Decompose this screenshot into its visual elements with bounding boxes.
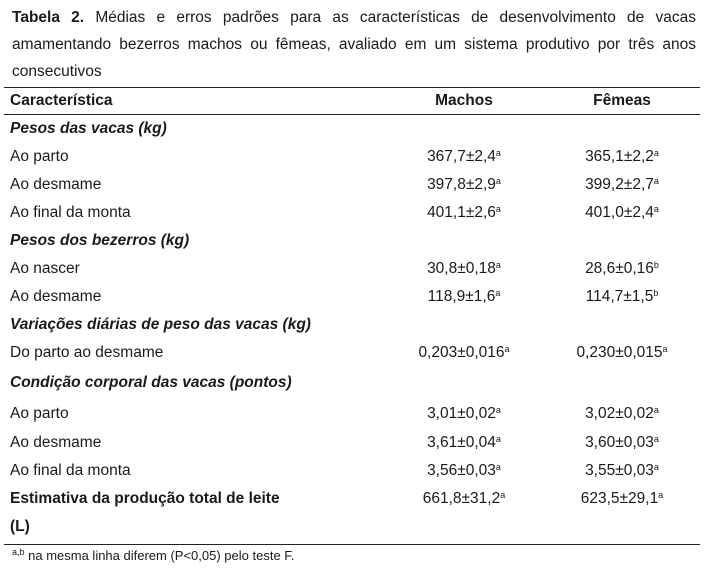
- row-label-unit-value: (L): [10, 518, 30, 535]
- row-label: [8, 143, 382, 171]
- femeas-cell: [544, 283, 698, 311]
- section-title-value: Pesos dos bezerros (kg): [10, 232, 190, 249]
- significance-superscript: a: [653, 204, 659, 214]
- section-row: [8, 367, 698, 398]
- femeas-cell-value: 623,5±29,1: [580, 490, 659, 507]
- femeas-cell-value: 28,6±0,16: [585, 260, 654, 277]
- empty-cell: [382, 513, 544, 541]
- femeas-cell: [544, 457, 698, 485]
- machos-cell: [382, 283, 544, 311]
- femeas-cell: [544, 171, 698, 199]
- machos-cell: [382, 398, 544, 429]
- table-row: [8, 283, 698, 311]
- row-label: [8, 255, 382, 283]
- table-row: [8, 255, 698, 283]
- femeas-cell-value: 3,02±0,02: [585, 404, 654, 422]
- row-label-value: Ao desmame: [10, 434, 102, 451]
- machos-cell: [382, 429, 544, 457]
- section-title: [8, 367, 698, 398]
- section-title: [8, 311, 698, 339]
- row-label: [8, 457, 382, 485]
- section-title-value: Variações diárias de peso das vacas (kg): [10, 316, 311, 333]
- significance-superscript: a: [495, 260, 501, 270]
- significance-superscript: a: [495, 434, 501, 444]
- significance-superscript: a: [658, 490, 664, 500]
- femeas-cell: [544, 339, 698, 367]
- machos-cell-value: 118,9±1,6: [427, 288, 496, 305]
- row-label: [8, 171, 382, 199]
- femeas-cell: [544, 255, 698, 283]
- bottom-rule: [4, 544, 700, 545]
- data-table: [8, 87, 698, 541]
- table-row: [8, 457, 698, 485]
- machos-cell: [382, 143, 544, 171]
- footnote-text: na mesma linha diferem (P<0,05) pelo teste F.: [24, 548, 295, 563]
- significance-superscript: b: [653, 260, 659, 270]
- femeas-cell-value: 399,2±2,7: [585, 176, 654, 193]
- femeas-cell-value: 0,230±0,015: [576, 344, 663, 361]
- row-label: [8, 199, 382, 227]
- header-row: [8, 87, 698, 115]
- femeas-cell: [544, 429, 698, 457]
- row-label-value: Ao desmame: [10, 288, 102, 305]
- machos-cell-value: 401,1±2,6: [427, 204, 496, 221]
- caption-text: Médias e erros padrões para as características de desenvolvimento de vacas amamentando bezerros machos ou fêmeas, avaliado em um sistema produtivo por três anos consecutivos: [12, 9, 697, 80]
- table-row: [8, 171, 698, 199]
- femeas-cell-value: 3,55±0,03: [585, 462, 654, 479]
- femeas-cell-value: 3,60±0,03: [585, 434, 654, 451]
- row-label-value: Ao nascer: [10, 260, 80, 277]
- row-label: [8, 398, 382, 429]
- section-title-value: Condição corporal das vacas (pontos): [10, 373, 292, 391]
- machos-cell: [382, 199, 544, 227]
- row-label: [8, 485, 382, 513]
- section-title: [8, 115, 698, 143]
- row-label-value: Ao final da monta: [10, 462, 131, 479]
- machos-cell-value: 3,56±0,03: [427, 462, 496, 479]
- row-label-unit: [8, 513, 382, 541]
- row-label-value: Do parto ao desmame: [10, 344, 164, 361]
- machos-cell-value: 3,61±0,04: [427, 434, 496, 451]
- machos-cell-value: 0,203±0,016: [418, 344, 505, 361]
- row-label: [8, 429, 382, 457]
- row-label-value: Ao parto: [10, 148, 69, 165]
- total-row-continued: [8, 513, 698, 541]
- significance-superscript: a: [653, 434, 659, 444]
- header-femeas: Fêmeas: [593, 92, 651, 109]
- significance-superscript: a: [495, 462, 501, 472]
- significance-superscript: a: [495, 176, 501, 186]
- machos-cell-value: 367,7±2,4: [427, 148, 496, 165]
- section-row: [8, 311, 698, 339]
- significance-superscript: a: [504, 344, 510, 354]
- significance-superscript: a: [500, 490, 506, 500]
- femeas-cell-value: 114,7±1,5: [585, 288, 654, 305]
- section-row: [8, 227, 698, 255]
- machos-cell-value: 30,8±0,18: [427, 260, 496, 277]
- header-caracteristica: Característica: [10, 92, 113, 109]
- table-row: [8, 398, 698, 429]
- machos-cell: [382, 457, 544, 485]
- row-label: [8, 339, 382, 367]
- significance-superscript: a: [495, 404, 501, 415]
- significance-superscript: a: [653, 462, 659, 472]
- significance-superscript: b: [653, 288, 659, 298]
- significance-superscript: a: [653, 148, 659, 158]
- empty-cell: [544, 513, 698, 541]
- femeas-cell-value: 401,0±2,4: [585, 204, 654, 221]
- machos-cell-value: 397,8±2,9: [427, 176, 496, 193]
- footnote-superscript: a,b: [12, 547, 25, 557]
- header-machos: Machos: [435, 92, 493, 109]
- row-label-value: Estimativa da produção total de leite: [10, 490, 280, 507]
- significance-superscript: a: [653, 176, 659, 186]
- caption-label: Tabela 2.: [12, 9, 85, 26]
- row-label-value: Ao parto: [10, 404, 69, 422]
- femeas-cell: [544, 143, 698, 171]
- row-label-value: Ao final da monta: [10, 204, 131, 221]
- femeas-cell-value: 365,1±2,2: [585, 148, 654, 165]
- footnote: [12, 548, 294, 563]
- table-row: [8, 199, 698, 227]
- table-caption: [12, 4, 696, 85]
- section-title-value: Pesos das vacas (kg): [10, 120, 167, 137]
- table-row: [8, 339, 698, 367]
- section-row: [8, 115, 698, 143]
- row-label-value: Ao desmame: [10, 176, 102, 193]
- significance-superscript: a: [495, 204, 501, 214]
- machos-cell: [382, 339, 544, 367]
- femeas-cell: [544, 199, 698, 227]
- machos-cell: [382, 485, 544, 513]
- table-row: [8, 143, 698, 171]
- section-title: [8, 227, 698, 255]
- total-row: [8, 485, 698, 513]
- machos-cell-value: 661,8±31,2: [422, 490, 501, 507]
- machos-cell-value: 3,01±0,02: [427, 404, 496, 422]
- machos-cell: [382, 171, 544, 199]
- significance-superscript: a: [662, 344, 668, 354]
- table-row: [8, 429, 698, 457]
- significance-superscript: a: [653, 404, 659, 415]
- femeas-cell: [544, 485, 698, 513]
- machos-cell: [382, 255, 544, 283]
- femeas-cell: [544, 398, 698, 429]
- row-label: [8, 283, 382, 311]
- significance-superscript: a: [495, 288, 501, 298]
- significance-superscript: a: [495, 148, 501, 158]
